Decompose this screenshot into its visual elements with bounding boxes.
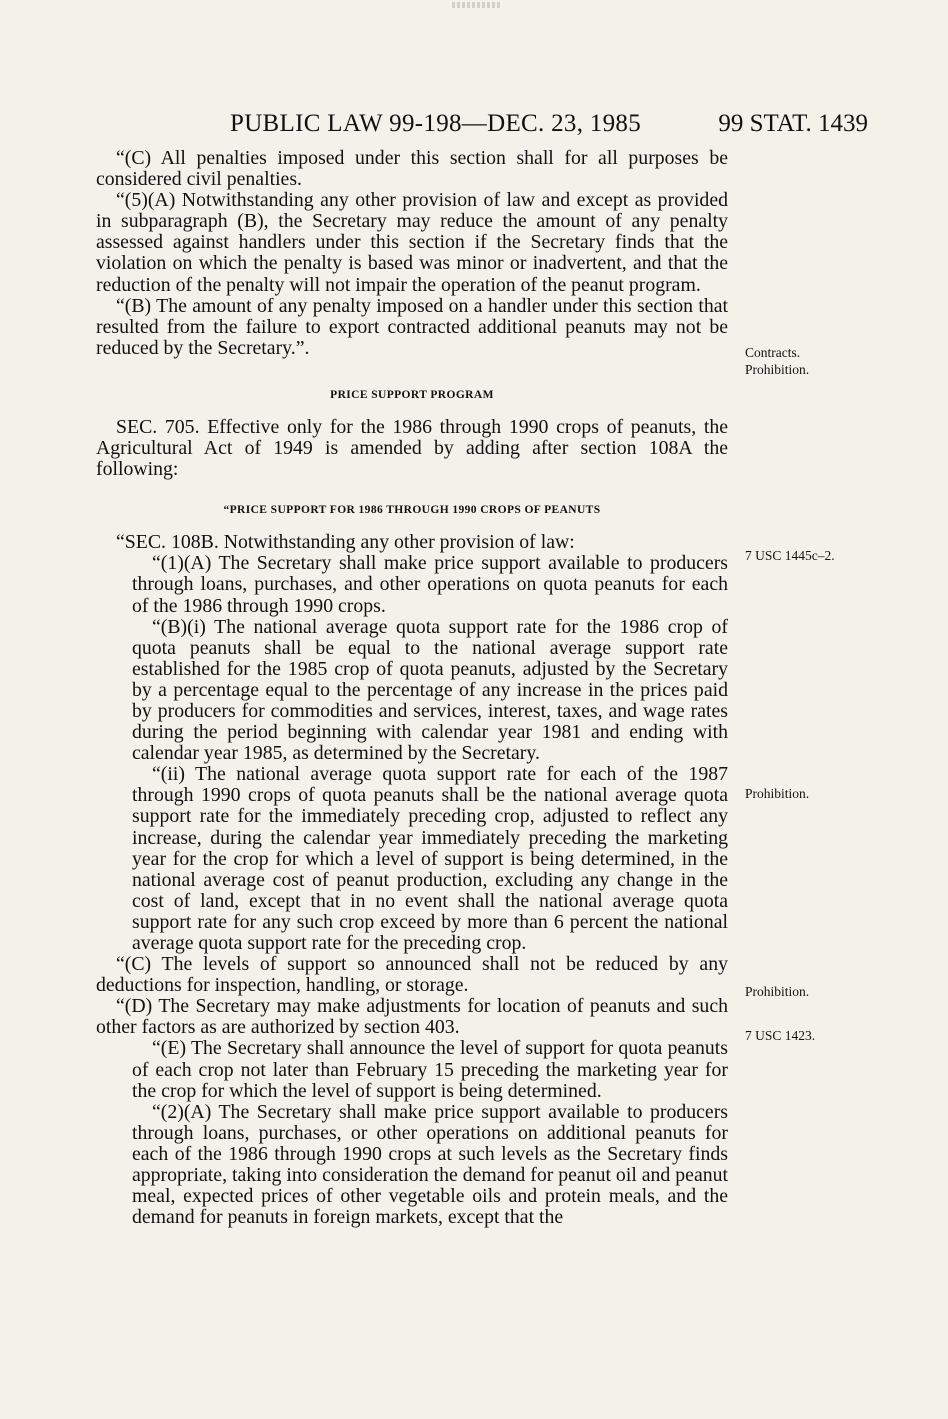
header-stat-page: 99 STAT. 1439: [718, 110, 868, 137]
margin-note-usc: 7 USC 1445c–2.: [745, 548, 835, 563]
margin-note-usc: 7 USC 1423.: [745, 1028, 816, 1043]
section-heading-price-support: PRICE SUPPORT PROGRAM: [330, 388, 494, 401]
paragraph-5a: “(5)(A) Notwithstanding any other provision of law and except as provided in subparagraph (B), the Secretary may reduce the amount of any penalty assessed against handlers under this section if the Secretary finds that the violation on which the penalty is based was minor or inadvertent, and that the reduction of the penalty will not impair the operation of the peanut program.: [96, 189, 728, 296]
section-heading-1986-1990: “PRICE SUPPORT FOR 1986 THROUGH 1990 CROPS OF PEANUTS: [223, 504, 601, 517]
page-header: [0, 110, 948, 142]
paragraph-1b-i: “(B)(i) The national average quota support rate for the 1986 crop of quota peanuts shall be equal to the national average support rate established for the 1985 crop of quota peanuts, adjusted by the Secretary by a percentage equal to the percentage of any increase in the prices paid by producers for commodities and services, interest, taxes, and wage rates during the period beginning with calendar year 1981 and ending with calendar year 1985, as determined by the Secretary.: [132, 615, 728, 765]
paragraph-sec-705: SEC. 705. Effective only for the 1986 through 1990 crops of peanuts, the Agricultural Act of 1949 is amended by adding after section 108A the following:: [96, 415, 728, 481]
paragraph-2a: “(2)(A) The Secretary shall make price support available to producers through loans, purchases, or other operations on additional peanuts for each of the 1986 through 1990 crops at such levels as the Secretary finds appropriate, taking into consideration the demand for peanut oil and peanut meal, expected prices of other vegetable oils and protein meals, and the demand for peanuts in foreign markets, except that the: [132, 1100, 728, 1229]
paragraph-1c: “(C) The levels of support so announced shall not be reduced by any deductions for inspection, handling, or storage.: [96, 953, 728, 997]
paragraph-1b-ii: “(ii) The national average quota support rate for each of the 1987 through 1990 crops of quota peanuts shall be the national average quota support rate for the immediately preceding crop, adjusted to reflect any increase, during the calendar year immediately preceding the marketing year for the crop for which a level of support is being determined, in the national average cost of peanut production, excluding any change in the cost of land, except that in no event shall the national average quota support rate for any such crop exceed by more than 6 percent the national average quota support rate for the preceding crop.: [132, 763, 728, 954]
margin-note-prohibition: Prohibition.: [745, 362, 810, 377]
margin-note-contracts: Contracts.: [745, 345, 801, 360]
paragraph-5b: “(B) The amount of any penalty imposed on a handler under this section that resulted from the failure to export contracted additional peanuts may not be reduced by the Secretary.”.: [96, 294, 728, 359]
margin-note-prohibition: Prohibition.: [745, 984, 810, 999]
paragraph-sec-108b: “SEC. 108B. Notwithstanding any other provision of law:: [116, 531, 575, 554]
scan-mark: [452, 2, 500, 8]
paragraph-1d: “(D) The Secretary may make adjustments for location of peanuts and such other factors as are authorized by section 403.: [96, 995, 728, 1039]
header-title: PUBLIC LAW 99-198—DEC. 23, 1985: [230, 110, 641, 137]
document-body: [96, 148, 728, 1228]
paragraph-1e: “(E) The Secretary shall announce the level of support for quota peanuts of each crop not later than February 15 preceding the marketing year for the crop for which the level of support is being determined.: [132, 1037, 728, 1102]
paragraph-1a: “(1)(A) The Secretary shall make price support available to producers through loans, purchases, and other operations on quota peanuts for each of the 1986 through 1990 crops.: [132, 552, 728, 617]
margin-note-prohibition: Prohibition.: [745, 786, 810, 801]
paragraph-penalties-civil: “(C) All penalties imposed under this section shall for all purposes be considered civil penalties.: [96, 147, 728, 191]
